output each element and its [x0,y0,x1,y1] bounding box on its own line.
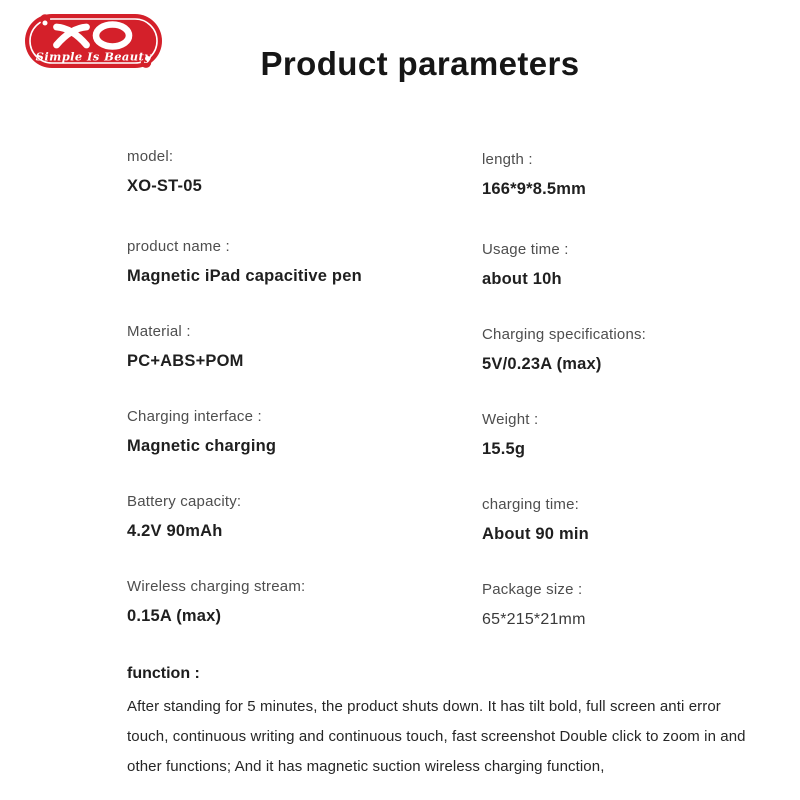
spec-value: about 10h [482,270,562,288]
spec-row-battery-capacity [127,492,362,577]
spec-label: product name : [127,238,230,255]
spec-value: 0.15A (max) [127,607,222,625]
spec-label: Wireless charging stream: [127,578,306,595]
spec-label: Material : [127,323,191,340]
spec-label: Usage time : [482,241,569,258]
logo-tagline: Simple Is Beauty [35,49,152,64]
spec-row-charging-time [482,495,646,580]
spec-row-usage-time [482,240,646,325]
spec-row-length [482,150,646,240]
spec-value: Magnetic charging [127,437,277,455]
spec-label: Charging interface : [127,408,262,425]
logo-dot-top-left [43,21,48,26]
spec-column-right [482,150,646,665]
spec-value: About 90 min [482,525,589,543]
spec-value: 4.2V 90mAh [127,522,223,540]
spec-value: Magnetic iPad capacitive pen [127,267,362,285]
function-label: function : [127,665,200,682]
spec-value: XO-ST-05 [127,177,202,195]
spec-label: Battery capacity: [127,493,242,510]
spec-row-product-name [127,237,362,322]
spec-label: Charging specifications: [482,326,647,343]
spec-value: 166*9*8.5mm [482,180,587,198]
spec-row-charging-interface [127,407,362,492]
spec-value: PC+ABS+POM [127,352,244,370]
spec-row-material [127,322,362,407]
spec-row-wireless-charging-stream [127,577,362,662]
spec-column-left [127,147,362,662]
spec-row-model [127,147,362,237]
spec-row-weight [482,410,646,495]
function-section [127,665,755,782]
spec-row-charging-specifications [482,325,646,410]
spec-value: 15.5g [482,440,526,458]
spec-label: charging time: [482,496,580,513]
spec-value: 65*215*21mm [482,611,586,628]
page-title: Product parameters [260,45,580,82]
spec-row-package-size [482,580,646,665]
function-text: After standing for 5 minutes, the product shuts down. It has tilt bold, full screen anti error touch, continuous writing and continuous touch, fast screenshot Double click to zoom in and other functions; And it has magnetic suction wireless charging function, [127,698,746,775]
spec-label: Package size : [482,581,583,598]
spec-value: 5V/0.23A (max) [482,355,602,373]
spec-label: model: [127,148,174,165]
spec-label: Weight : [482,411,539,428]
spec-label: length : [482,151,533,168]
